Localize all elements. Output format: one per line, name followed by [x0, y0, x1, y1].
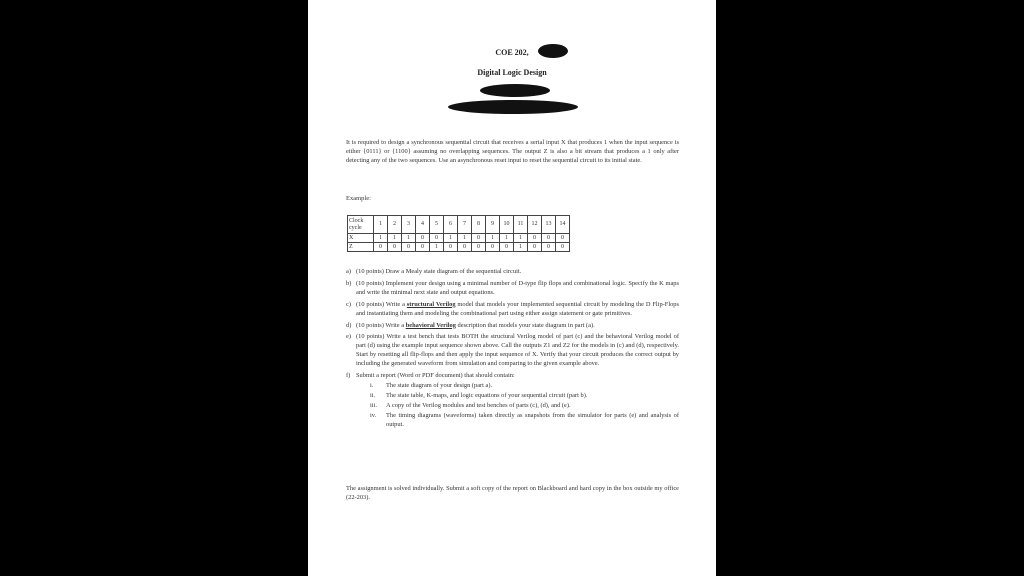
- question-text: [356, 280, 679, 298]
- table-cell: 1: [486, 234, 500, 243]
- table-cell: 0: [416, 234, 430, 243]
- list-item-text: The state diagram of your design (part a).: [386, 381, 493, 389]
- question-text-part: (10 points) Write a test bench that tests BOTH the structural Verilog model of part (c) and the behavioral Verilog model of part (d) using the example input sequence shown above. Call the outputs Z1 and Z2 for the models in (c) and (d), respectively. Start by resetting all flip-flops and then apply the input sequence of X. Verify that your circuit produces the correct output by including the generated waveform from simulation and comparing to the given example above.: [356, 333, 679, 368]
- question-text-part: (10 points) Implement your design using a minimal number of D-type flip flops and combinational logic. Specify the K maps and write the minimal next state and output equations.: [356, 279, 679, 296]
- question-text: [356, 301, 679, 319]
- table-cell: 0: [542, 243, 556, 252]
- list-item-number: i.: [370, 381, 374, 389]
- table-cell: 1: [374, 234, 388, 243]
- table-cell: 7: [458, 216, 472, 234]
- table-cell: 0: [472, 234, 486, 243]
- table-cell: 0: [472, 243, 486, 252]
- list-item: [370, 402, 679, 411]
- table-cell: 1: [458, 234, 472, 243]
- table-cell: 0: [556, 234, 570, 243]
- table-cell: 0: [458, 243, 472, 252]
- table-cell: 0: [556, 243, 570, 252]
- question-text-part: (10 points) Write a: [356, 300, 407, 308]
- table-cell: 3: [402, 216, 416, 234]
- z-row-header: Z: [348, 243, 374, 252]
- question-label: a): [346, 268, 351, 275]
- table-cell: 8: [472, 216, 486, 234]
- table-cell: 1: [388, 234, 402, 243]
- redaction-mark: [480, 84, 550, 97]
- table-row: [348, 234, 570, 243]
- x-row-header: X: [348, 234, 374, 243]
- table-cell: 11: [514, 216, 528, 234]
- redaction-mark: [538, 44, 568, 58]
- question-text: [356, 372, 679, 430]
- table-cell: 4: [416, 216, 430, 234]
- document-page: [308, 0, 716, 576]
- table-cell: 0: [416, 243, 430, 252]
- question-text: [356, 333, 679, 369]
- question-b: [346, 280, 679, 298]
- table-cell: 6: [444, 216, 458, 234]
- sequence-table: [347, 215, 570, 252]
- question-e: [346, 333, 679, 369]
- list-item-text: The state table, K-maps, and logic equations of your sequential circuit (part b).: [386, 391, 588, 399]
- table-cell: 0: [388, 243, 402, 252]
- table-row: [348, 216, 570, 234]
- table-cell: 0: [542, 234, 556, 243]
- table-cell: 5: [430, 216, 444, 234]
- question-text-part: description that models your state diagram in part (a).: [455, 321, 595, 329]
- clock-cycle-header: Clock cycle: [348, 216, 374, 234]
- table-cell: 0: [430, 234, 444, 243]
- table-cell: 0: [486, 243, 500, 252]
- list-item-text: A copy of the Verilog modules and test benches of parts (c), (d), and (e).: [386, 401, 571, 409]
- question-d: [346, 322, 679, 331]
- emphasized-term: behavioral Verilog: [405, 321, 456, 329]
- table-cell: 0: [374, 243, 388, 252]
- list-item-number: ii.: [370, 391, 376, 399]
- table-row: [348, 243, 570, 252]
- list-item: [370, 412, 679, 430]
- report-items-list: [370, 382, 679, 430]
- emphasized-term: structural Verilog: [406, 300, 456, 308]
- question-text-part: (10 points) Draw a Mealy state diagram of the sequential circuit.: [356, 268, 522, 275]
- table-cell: 10: [500, 216, 514, 234]
- question-text-part: model that models your implemented sequential circuit by modeling the D Flip-Flops and instantiating them and modeling the combinational part using either assign statement or gate primitives.: [356, 300, 679, 317]
- table-cell: 13: [542, 216, 556, 234]
- questions-list: [346, 268, 679, 434]
- table-cell: 9: [486, 216, 500, 234]
- question-c: [346, 301, 679, 319]
- question-label: c): [346, 300, 351, 308]
- list-item-number: iii.: [370, 401, 377, 409]
- list-item: [370, 382, 679, 391]
- list-item-number: iv.: [370, 411, 377, 419]
- question-label: b): [346, 279, 352, 287]
- example-label: Example:: [346, 195, 371, 202]
- problem-statement: It is required to design a synchronous sequential circuit that receives a serial input X that produces 1 when the input sequence is either {0111} or {1100} assuming no overlapping sequences. The output Z is also a bit stream that produces a 1 only after detecting any of the two sequences. Use an asynchronous reset input to reset the sequential circuit to its initial state.: [346, 139, 679, 164]
- question-text-part: Submit a report (Word or PDF document) that should contain:: [356, 372, 515, 380]
- table-cell: 0: [402, 243, 416, 252]
- table-cell: 1: [374, 216, 388, 234]
- table-cell: 0: [444, 243, 458, 252]
- table-cell: 1: [444, 234, 458, 243]
- table-cell: 1: [514, 234, 528, 243]
- table-cell: 12: [528, 216, 542, 234]
- question-label: d): [346, 321, 352, 329]
- list-item: [370, 392, 679, 401]
- table-cell: 1: [500, 234, 514, 243]
- redaction-mark: [448, 100, 578, 114]
- question-f: [346, 372, 679, 430]
- table-cell: 0: [528, 243, 542, 252]
- closing-note: The assignment is solved individually. Submit a soft copy of the report on Blackboard and hard copy in the box outside my office (22-203).: [346, 485, 679, 501]
- table-cell: 2: [388, 216, 402, 234]
- table-cell: 14: [556, 216, 570, 234]
- question-a: [346, 268, 679, 277]
- question-text: [356, 268, 679, 277]
- table-cell: 0: [528, 234, 542, 243]
- table-cell: 1: [402, 234, 416, 243]
- document-title: Digital Logic Design: [477, 68, 547, 77]
- course-code: COE 202,: [495, 48, 529, 57]
- table-cell: 1: [514, 243, 528, 252]
- table-cell: 1: [430, 243, 444, 252]
- question-label: e): [346, 333, 351, 341]
- list-item-text: The timing diagrams (waveforms) taken directly as snapshots from the simulator for parts (e) and analysis of output.: [386, 411, 679, 428]
- question-label: f): [346, 372, 351, 380]
- table-cell: 0: [500, 243, 514, 252]
- question-text: [356, 322, 679, 331]
- question-text-part: (10 points) Write a: [356, 321, 406, 329]
